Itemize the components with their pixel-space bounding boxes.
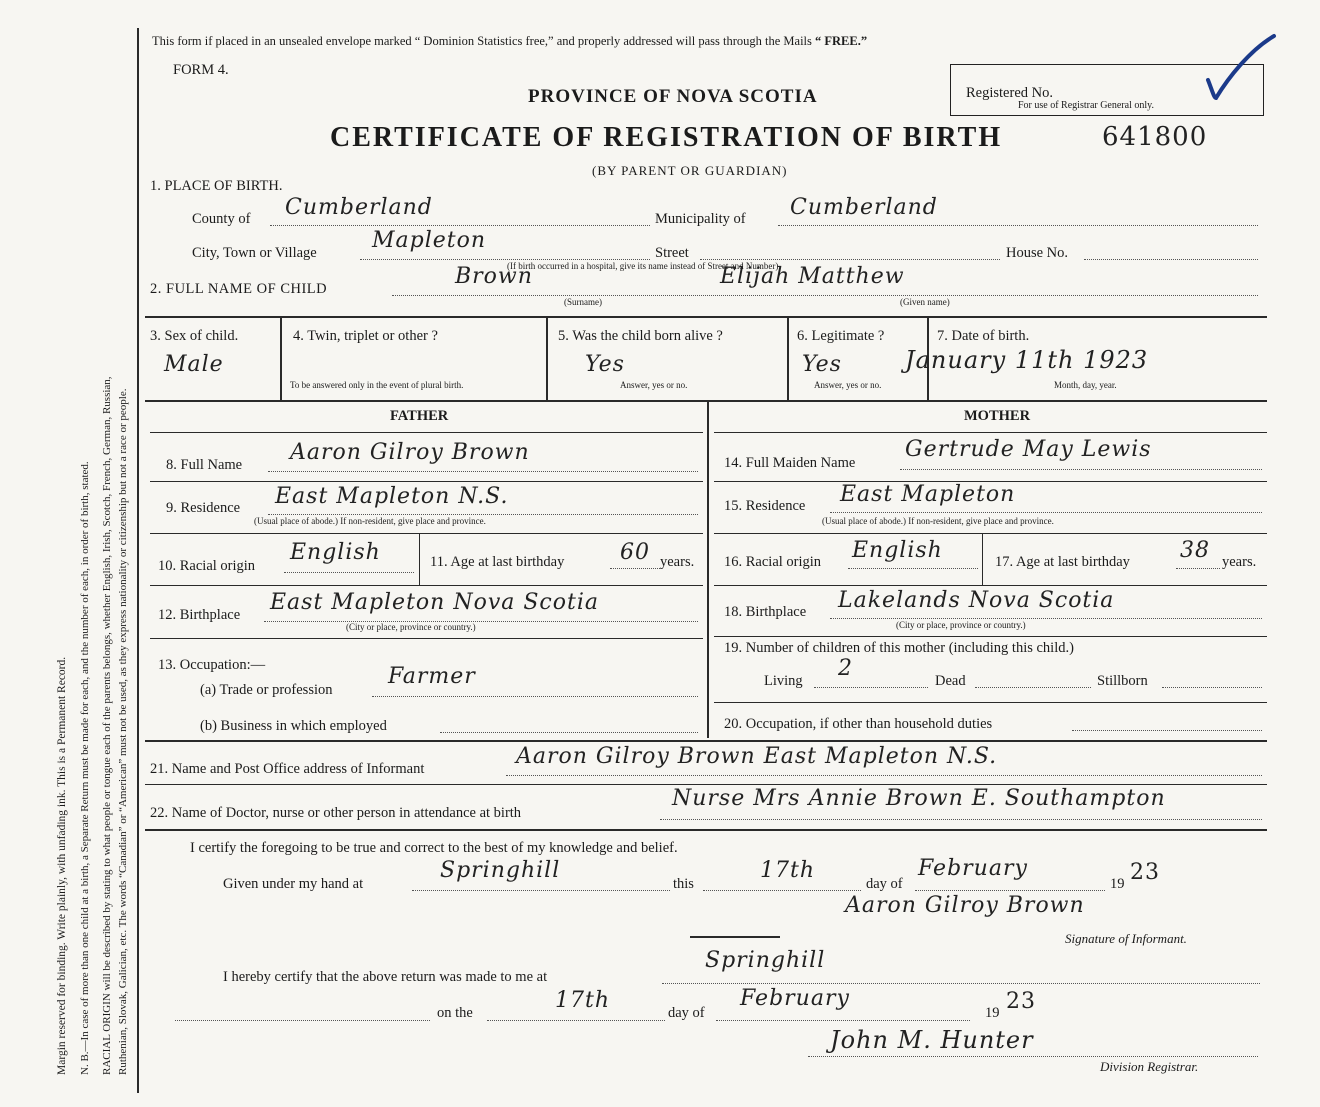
certificate-title: CERTIFICATE OF REGISTRATION OF BIRTH: [330, 122, 1003, 153]
certify-month-value: February: [918, 856, 1028, 881]
trade-value: Farmer: [388, 664, 476, 689]
informant-signature: Aaron Gilroy Brown: [845, 893, 1085, 918]
margin-binding-note: Margin reserved for binding. Write plainly, with unfading ink. This is a Permanent Record.: [56, 656, 68, 1075]
county-label: County of: [192, 211, 251, 227]
certify-day-value: 17th: [760, 858, 816, 883]
registrar-caption: Division Registrar.: [1100, 1059, 1199, 1074]
mother-residence-note: (Usual place of abode.) If non-resident, give place and province.: [822, 516, 1054, 526]
mother-birthplace-value: Lakelands Nova Scotia: [838, 588, 1115, 613]
certify-statement: I certify the foregoing to be true and correct to the best of my knowledge and belief.: [190, 840, 678, 856]
stillborn-label: Stillborn: [1097, 673, 1148, 689]
registrar-signature: John M. Hunter: [830, 1026, 1034, 1054]
margin-racial-note-2: Ruthenian, Slovak, Galician, etc. The words “Canadian” or “American” must not be used, as they express nationality or citizenship but not a race or people.: [117, 388, 129, 1075]
registrar-year-prefix: 19: [985, 1005, 1000, 1021]
father-heading: FATHER: [390, 408, 449, 424]
father-years-label: years.: [660, 554, 695, 570]
father-occupation-label: 13. Occupation:—: [158, 657, 266, 673]
certificate-subtitle: (BY PARENT OR GUARDIAN): [592, 163, 788, 178]
living-label: Living: [764, 673, 803, 689]
certify-year-prefix: 19: [1110, 876, 1125, 892]
dob-note: Month, day, year.: [1054, 380, 1117, 390]
registered-label: Registered No.: [966, 85, 1053, 101]
twin-label: 4. Twin, triplet or other ?: [293, 328, 438, 344]
mother-age-value: 38: [1180, 538, 1210, 563]
city-value: Mapleton: [372, 228, 487, 253]
mother-occupation-label: 20. Occupation, if other than household duties: [724, 716, 993, 732]
surname-caption: (Surname): [564, 297, 602, 307]
father-racial-value: English: [290, 540, 381, 565]
margin-border: [137, 28, 139, 1093]
born-alive-value: Yes: [585, 352, 625, 377]
certify-day-of-label: day of: [866, 876, 903, 892]
municipality-label: Municipality of: [655, 211, 746, 227]
mother-residence-label: 15. Residence: [724, 498, 806, 514]
born-alive-label: 5. Was the child born alive ?: [558, 328, 723, 344]
father-birthplace-value: East Mapleton Nova Scotia: [270, 590, 599, 615]
father-residence-value: East Mapleton N.S.: [275, 484, 509, 509]
child-given-name: Elijah Matthew: [720, 264, 905, 289]
given-place-value: Springhill: [440, 858, 561, 883]
mother-birthplace-label: 18. Birthplace: [724, 604, 807, 620]
dob-value: January 11th 1923: [905, 346, 1149, 374]
mother-residence-value: East Mapleton: [840, 482, 1016, 507]
twin-note: To be answered only in the event of plural birth.: [290, 380, 464, 390]
legitimate-label: 6. Legitimate ?: [797, 328, 885, 344]
children-count-label: 19. Number of children of this mother (including this child.): [724, 640, 1074, 656]
father-racial-label: 10. Racial origin: [158, 558, 256, 574]
certificate-number: 641800: [1102, 122, 1208, 152]
doctor-value: Nurse Mrs Annie Brown E. Southampton: [672, 786, 1166, 811]
certify-year-value: 23: [1130, 860, 1160, 885]
house-number-label: House No.: [1006, 245, 1069, 261]
registrar-day-of-label: day of: [668, 1005, 705, 1021]
mother-racial-label: 16. Racial origin: [724, 554, 822, 570]
check-mark-icon: [1200, 32, 1280, 104]
mother-racial-value: English: [852, 538, 943, 563]
registrar-general-note: For use of Registrar General only.: [1018, 100, 1154, 111]
mother-name-value: Gertrude May Lewis: [905, 437, 1152, 462]
father-age-value: 60: [620, 540, 650, 565]
margin-nb-note: N. B.—In case of more than one child at a birth, a Separate Return must be made for each, and the number of each, in order of birth, stated.: [79, 461, 91, 1075]
municipality-value: Cumberland: [790, 195, 938, 220]
margin-racial-note-1: RACIAL ORIGIN will be described by stating to what people or tongue each of the parents belongs, whether English, Irish, Scotch, French, German, Russian,: [101, 376, 113, 1075]
mother-heading: MOTHER: [964, 408, 1031, 424]
registrar-place-value: Springhill: [705, 948, 826, 973]
street-label: Street: [655, 245, 689, 261]
sex-label: 3. Sex of child.: [150, 328, 239, 344]
form-number: FORM 4.: [173, 62, 229, 78]
father-birthplace-label: 12. Birthplace: [158, 607, 241, 623]
place-heading: 1. PLACE OF BIRTH.: [150, 178, 283, 194]
father-residence-label: 9. Residence: [166, 500, 241, 516]
informant-value: Aaron Gilroy Brown East Mapleton N.S.: [516, 744, 998, 769]
mother-age-label: 17. Age at last birthday: [995, 554, 1130, 570]
father-birthplace-note: (City or place, province or country.): [346, 622, 476, 632]
province-name: PROVINCE OF NOVA SCOTIA: [528, 86, 818, 107]
father-name-label: 8. Full Name: [166, 457, 243, 473]
mother-years-label: years.: [1222, 554, 1257, 570]
registrar-month-value: February: [740, 986, 850, 1011]
registrar-statement: I hereby certify that the above return was made to me at: [223, 969, 548, 985]
on-the-label: on the: [437, 1005, 473, 1021]
hospital-note: (If birth occurred in a hospital, give its name instead of Street and Number): [507, 261, 779, 271]
registrar-year-value: 23: [1006, 989, 1036, 1014]
legitimate-note: Answer, yes or no.: [814, 380, 882, 390]
mother-birthplace-note: (City or place, province or country.): [896, 620, 1026, 630]
informant-label: 21. Name and Post Office address of Informant: [150, 761, 425, 777]
mail-notice: This form if placed in an unsealed envelope marked “ Dominion Statistics free,” and properly addressed will pass through the Mails “ FREE.”: [152, 34, 868, 48]
child-name-label: 2. FULL NAME OF CHILD: [150, 281, 328, 297]
father-age-label: 11. Age at last birthday: [430, 554, 565, 570]
dob-label: 7. Date of birth.: [937, 328, 1030, 344]
given-name-caption: (Given name): [900, 297, 950, 307]
given-under-label: Given under my hand at: [223, 876, 364, 892]
informant-signature-caption: Signature of Informant.: [1065, 931, 1187, 946]
county-value: Cumberland: [285, 195, 433, 220]
dead-label: Dead: [935, 673, 966, 689]
born-alive-note: Answer, yes or no.: [620, 380, 688, 390]
this-label: this: [673, 876, 694, 892]
sex-value: Male: [164, 352, 224, 377]
child-surname: Brown: [455, 264, 533, 289]
registrar-day-value: 17th: [555, 988, 611, 1013]
trade-label: (a) Trade or profession: [200, 682, 333, 698]
mother-name-label: 14. Full Maiden Name: [724, 455, 856, 471]
father-residence-note: (Usual place of abode.) If non-resident, give place and province.: [254, 516, 486, 526]
father-name-value: Aaron Gilroy Brown: [290, 440, 530, 465]
city-label: City, Town or Village: [192, 245, 317, 261]
legitimate-value: Yes: [802, 352, 842, 377]
business-label: (b) Business in which employed: [200, 718, 387, 734]
living-value: 2: [838, 656, 853, 681]
doctor-label: 22. Name of Doctor, nurse or other person in attendance at birth: [150, 805, 522, 821]
